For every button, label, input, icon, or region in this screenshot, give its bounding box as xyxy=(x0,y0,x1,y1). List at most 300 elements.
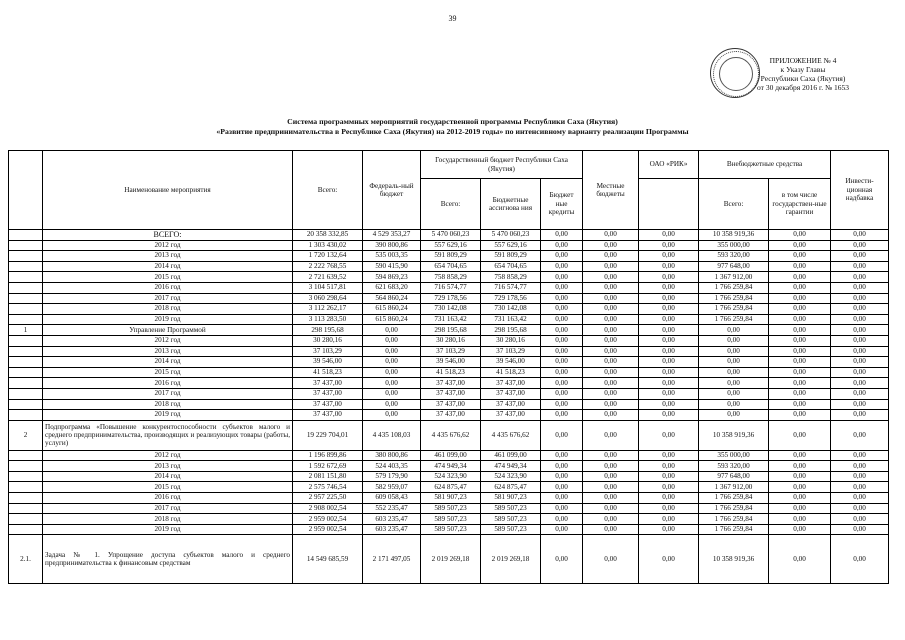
cell-total: 30 280,16 xyxy=(293,335,363,346)
cell-num xyxy=(9,410,43,421)
cell-inv: 0,00 xyxy=(831,493,889,504)
cell-rik: 0,00 xyxy=(639,304,699,315)
cell-num xyxy=(9,261,43,272)
cell-guar: 0,00 xyxy=(769,272,831,283)
appendix-line: ПРИЛОЖЕНИЕ № 4 xyxy=(769,56,837,65)
cell-st: 461 099,00 xyxy=(421,450,481,461)
cell-cred: 0,00 xyxy=(541,282,583,293)
cell-name: 2017 год xyxy=(43,293,293,304)
header-name: Наименование мероприятия xyxy=(43,151,293,230)
cell-guar: 0,00 xyxy=(769,367,831,378)
header-extra-total: Всего: xyxy=(699,179,769,230)
cell-cred: 0,00 xyxy=(541,471,583,482)
cell-st: 557 629,16 xyxy=(421,240,481,251)
header-local: Местные бюджеты xyxy=(583,151,639,230)
table-row xyxy=(9,514,889,525)
cell-num xyxy=(9,251,43,262)
cell-guar: 0,00 xyxy=(769,514,831,525)
cell-rik: 0,00 xyxy=(639,410,699,421)
cell-num xyxy=(9,367,43,378)
cell-loc: 0,00 xyxy=(583,335,639,346)
cell-alloc: 624 875,47 xyxy=(481,482,541,493)
cell-alloc: 654 704,65 xyxy=(481,261,541,272)
cell-ext: 355 000,00 xyxy=(699,450,769,461)
cell-total: 37 437,00 xyxy=(293,388,363,399)
cell-fed: 0,00 xyxy=(363,367,421,378)
cell-loc: 0,00 xyxy=(583,535,639,584)
cell-cred: 0,00 xyxy=(541,514,583,525)
cell-guar: 0,00 xyxy=(769,482,831,493)
cell-loc: 0,00 xyxy=(583,482,639,493)
cell-cred: 0,00 xyxy=(541,524,583,535)
cell-guar: 0,00 xyxy=(769,240,831,251)
cell-num xyxy=(9,346,43,357)
cell-cred: 0,00 xyxy=(541,240,583,251)
cell-ext: 1 766 259,84 xyxy=(699,524,769,535)
cell-st: 37 437,00 xyxy=(421,388,481,399)
cell-rik: 0,00 xyxy=(639,461,699,472)
cell-total: 37 437,00 xyxy=(293,399,363,410)
appendix-line: к Указу Главы xyxy=(780,65,826,74)
cell-inv: 0,00 xyxy=(831,461,889,472)
cell-total: 41 518,23 xyxy=(293,367,363,378)
cell-st: 37 437,00 xyxy=(421,378,481,389)
cell-inv: 0,00 xyxy=(831,335,889,346)
table-row xyxy=(9,325,889,336)
cell-ext: 1 367 912,00 xyxy=(699,272,769,283)
cell-ext: 355 000,00 xyxy=(699,240,769,251)
cell-name: Задача № 1. Упрощение доступа субъектов малого и среднего предпринимательства к финансовым средствам xyxy=(43,535,293,584)
cell-alloc: 474 949,34 xyxy=(481,461,541,472)
cell-fed: 0,00 xyxy=(363,357,421,368)
cell-alloc: 591 809,29 xyxy=(481,251,541,262)
cell-name: 2012 год xyxy=(43,335,293,346)
cell-ext: 1 367 912,00 xyxy=(699,482,769,493)
cell-st: 474 949,34 xyxy=(421,461,481,472)
cell-cred: 0,00 xyxy=(541,293,583,304)
table-row xyxy=(9,272,889,283)
cell-inv: 0,00 xyxy=(831,388,889,399)
cell-loc: 0,00 xyxy=(583,367,639,378)
cell-alloc: 2 019 269,18 xyxy=(481,535,541,584)
cell-ext: 977 648,00 xyxy=(699,471,769,482)
table-row xyxy=(9,367,889,378)
cell-st: 298 195,68 xyxy=(421,325,481,336)
cell-fed: 609 058,43 xyxy=(363,493,421,504)
cell-total: 2 957 225,50 xyxy=(293,493,363,504)
cell-rik: 0,00 xyxy=(639,388,699,399)
cell-alloc: 37 437,00 xyxy=(481,388,541,399)
cell-alloc: 524 323,90 xyxy=(481,471,541,482)
cell-num xyxy=(9,493,43,504)
cell-ext: 0,00 xyxy=(699,367,769,378)
cell-num xyxy=(9,461,43,472)
cell-st: 5 470 060,23 xyxy=(421,230,481,241)
cell-guar: 0,00 xyxy=(769,503,831,514)
cell-name: 2014 год xyxy=(43,261,293,272)
header-state-credit: Бюджет ные кредиты xyxy=(541,179,583,230)
header-federal: Федераль-ный бюджет xyxy=(363,151,421,230)
cell-total: 1 720 132,64 xyxy=(293,251,363,262)
header-extra-group: Внебюджетные средства xyxy=(699,151,831,179)
cell-inv: 0,00 xyxy=(831,503,889,514)
cell-cred: 0,00 xyxy=(541,482,583,493)
cell-total: 39 546,00 xyxy=(293,357,363,368)
cell-fed: 380 800,86 xyxy=(363,450,421,461)
cell-inv: 0,00 xyxy=(831,482,889,493)
table-row xyxy=(9,357,889,368)
cell-ext: 0,00 xyxy=(699,410,769,421)
cell-cred: 0,00 xyxy=(541,357,583,368)
cell-inv: 0,00 xyxy=(831,282,889,293)
cell-name: 2016 год xyxy=(43,378,293,389)
cell-loc: 0,00 xyxy=(583,524,639,535)
cell-guar: 0,00 xyxy=(769,304,831,315)
cell-name: ВСЕГО: xyxy=(43,230,293,241)
cell-ext: 1 766 259,84 xyxy=(699,282,769,293)
cell-guar: 0,00 xyxy=(769,410,831,421)
cell-ext: 0,00 xyxy=(699,388,769,399)
cell-inv: 0,00 xyxy=(831,272,889,283)
cell-guar: 0,00 xyxy=(769,450,831,461)
cell-alloc: 716 574,77 xyxy=(481,282,541,293)
cell-ext: 0,00 xyxy=(699,399,769,410)
cell-loc: 0,00 xyxy=(583,493,639,504)
cell-fed: 0,00 xyxy=(363,388,421,399)
cell-alloc: 30 280,16 xyxy=(481,335,541,346)
cell-loc: 0,00 xyxy=(583,282,639,293)
cell-st: 589 507,23 xyxy=(421,503,481,514)
cell-total: 2 081 151,80 xyxy=(293,471,363,482)
cell-fed: 552 235,47 xyxy=(363,503,421,514)
cell-rik: 0,00 xyxy=(639,230,699,241)
table-row xyxy=(9,261,889,272)
cell-ext: 1 766 259,84 xyxy=(699,514,769,525)
cell-fed: 2 171 497,05 xyxy=(363,535,421,584)
cell-loc: 0,00 xyxy=(583,346,639,357)
cell-st: 624 875,47 xyxy=(421,482,481,493)
cell-name: 2013 год xyxy=(43,346,293,357)
table-row xyxy=(9,450,889,461)
cell-ext: 593 320,00 xyxy=(699,461,769,472)
table-row xyxy=(9,230,889,241)
cell-fed: 603 235,47 xyxy=(363,514,421,525)
cell-inv: 0,00 xyxy=(831,367,889,378)
cell-guar: 0,00 xyxy=(769,346,831,357)
cell-guar: 0,00 xyxy=(769,461,831,472)
cell-st: 591 809,29 xyxy=(421,251,481,262)
table-row xyxy=(9,410,889,421)
table-row xyxy=(9,503,889,514)
cell-total: 2 959 002,54 xyxy=(293,524,363,535)
cell-ext: 1 766 259,84 xyxy=(699,493,769,504)
cell-ext: 10 358 919,36 xyxy=(699,535,769,584)
cell-st: 30 280,16 xyxy=(421,335,481,346)
table-row xyxy=(9,314,889,325)
cell-name: 2014 год xyxy=(43,357,293,368)
table-row xyxy=(9,335,889,346)
cell-st: 2 019 269,18 xyxy=(421,535,481,584)
cell-cred: 0,00 xyxy=(541,304,583,315)
cell-loc: 0,00 xyxy=(583,325,639,336)
cell-alloc: 37 437,00 xyxy=(481,410,541,421)
cell-name: 2013 год xyxy=(43,461,293,472)
cell-rik: 0,00 xyxy=(639,420,699,450)
cell-total: 37 437,00 xyxy=(293,410,363,421)
cell-name: 2018 год xyxy=(43,304,293,315)
cell-rik: 0,00 xyxy=(639,261,699,272)
cell-rik: 0,00 xyxy=(639,314,699,325)
cell-ext: 1 766 259,84 xyxy=(699,304,769,315)
cell-guar: 0,00 xyxy=(769,388,831,399)
cell-num xyxy=(9,471,43,482)
cell-alloc: 37 437,00 xyxy=(481,378,541,389)
cell-inv: 0,00 xyxy=(831,346,889,357)
cell-inv: 0,00 xyxy=(831,304,889,315)
table-row xyxy=(9,524,889,535)
table-row xyxy=(9,471,889,482)
cell-ext: 0,00 xyxy=(699,335,769,346)
cell-num xyxy=(9,335,43,346)
cell-rik: 0,00 xyxy=(639,471,699,482)
cell-ext: 593 320,00 xyxy=(699,251,769,262)
cell-name: 2017 год xyxy=(43,388,293,399)
cell-fed: 4 529 353,27 xyxy=(363,230,421,241)
cell-num xyxy=(9,240,43,251)
cell-fed: 615 860,24 xyxy=(363,314,421,325)
cell-st: 37 437,00 xyxy=(421,410,481,421)
table-row xyxy=(9,346,889,357)
cell-num xyxy=(9,282,43,293)
document-title xyxy=(0,117,905,137)
cell-fed: 582 959,07 xyxy=(363,482,421,493)
title-line: Система программных мероприятий государственной программы Республики Саха (Якутия) xyxy=(287,117,618,126)
cell-st: 39 546,00 xyxy=(421,357,481,368)
table-row xyxy=(9,282,889,293)
cell-inv: 0,00 xyxy=(831,524,889,535)
cell-guar: 0,00 xyxy=(769,282,831,293)
cell-fed: 590 415,90 xyxy=(363,261,421,272)
cell-st: 581 907,23 xyxy=(421,493,481,504)
cell-inv: 0,00 xyxy=(831,514,889,525)
cell-alloc: 461 099,00 xyxy=(481,450,541,461)
cell-fed: 621 683,20 xyxy=(363,282,421,293)
cell-total: 2 721 639,52 xyxy=(293,272,363,283)
cell-num xyxy=(9,272,43,283)
cell-ext: 0,00 xyxy=(699,346,769,357)
cell-total: 298 195,68 xyxy=(293,325,363,336)
cell-loc: 0,00 xyxy=(583,240,639,251)
header-state-alloc: Бюджетные ассигнова ния xyxy=(481,179,541,230)
cell-name: 2016 год xyxy=(43,282,293,293)
cell-num: 1 xyxy=(9,325,43,336)
cell-total: 2 575 746,54 xyxy=(293,482,363,493)
cell-fed: 615 860,24 xyxy=(363,304,421,315)
cell-total: 19 229 704,01 xyxy=(293,420,363,450)
cell-loc: 0,00 xyxy=(583,388,639,399)
cell-ext: 1 766 259,84 xyxy=(699,293,769,304)
cell-guar: 0,00 xyxy=(769,471,831,482)
cell-rik: 0,00 xyxy=(639,357,699,368)
cell-guar: 0,00 xyxy=(769,493,831,504)
cell-st: 731 163,42 xyxy=(421,314,481,325)
cell-alloc: 730 142,08 xyxy=(481,304,541,315)
header-state-total: Всего: xyxy=(421,179,481,230)
cell-num xyxy=(9,293,43,304)
program-table xyxy=(8,150,889,584)
cell-guar: 0,00 xyxy=(769,524,831,535)
cell-fed: 390 800,86 xyxy=(363,240,421,251)
cell-loc: 0,00 xyxy=(583,357,639,368)
table-row xyxy=(9,388,889,399)
cell-alloc: 557 629,16 xyxy=(481,240,541,251)
cell-name: 2018 год xyxy=(43,514,293,525)
cell-total: 3 112 262,17 xyxy=(293,304,363,315)
cell-num xyxy=(9,514,43,525)
cell-total: 1 303 430,02 xyxy=(293,240,363,251)
cell-guar: 0,00 xyxy=(769,293,831,304)
cell-loc: 0,00 xyxy=(583,461,639,472)
cell-num xyxy=(9,399,43,410)
cell-num xyxy=(9,388,43,399)
cell-inv: 0,00 xyxy=(831,471,889,482)
header-state-group: Государственный бюджет Республики Саха (Якутия) xyxy=(421,151,583,179)
cell-name: 2019 год xyxy=(43,524,293,535)
cell-rik: 0,00 xyxy=(639,346,699,357)
cell-st: 589 507,23 xyxy=(421,514,481,525)
cell-rik: 0,00 xyxy=(639,325,699,336)
cell-loc: 0,00 xyxy=(583,230,639,241)
cell-name: 2015 год xyxy=(43,482,293,493)
cell-rik: 0,00 xyxy=(639,503,699,514)
cell-num: 2.1. xyxy=(9,535,43,584)
cell-guar: 0,00 xyxy=(769,378,831,389)
cell-cred: 0,00 xyxy=(541,461,583,472)
cell-num xyxy=(9,378,43,389)
cell-num xyxy=(9,230,43,241)
cell-fed: 564 860,24 xyxy=(363,293,421,304)
cell-cred: 0,00 xyxy=(541,261,583,272)
cell-guar: 0,00 xyxy=(769,314,831,325)
cell-guar: 0,00 xyxy=(769,535,831,584)
cell-total: 2 959 002,54 xyxy=(293,514,363,525)
cell-rik: 0,00 xyxy=(639,251,699,262)
cell-inv: 0,00 xyxy=(831,378,889,389)
cell-loc: 0,00 xyxy=(583,399,639,410)
cell-rik: 0,00 xyxy=(639,367,699,378)
cell-cred: 0,00 xyxy=(541,325,583,336)
cell-total: 37 103,29 xyxy=(293,346,363,357)
cell-num xyxy=(9,314,43,325)
cell-alloc: 4 435 676,62 xyxy=(481,420,541,450)
cell-alloc: 41 518,23 xyxy=(481,367,541,378)
cell-name: 2019 год xyxy=(43,410,293,421)
cell-total: 2 908 002,54 xyxy=(293,503,363,514)
cell-name: 2015 год xyxy=(43,367,293,378)
cell-inv: 0,00 xyxy=(831,399,889,410)
table-body xyxy=(9,230,889,584)
cell-ext: 1 766 259,84 xyxy=(699,314,769,325)
cell-inv: 0,00 xyxy=(831,450,889,461)
cell-cred: 0,00 xyxy=(541,493,583,504)
cell-fed: 0,00 xyxy=(363,378,421,389)
table-row xyxy=(9,251,889,262)
cell-st: 589 507,23 xyxy=(421,524,481,535)
cell-alloc: 589 507,23 xyxy=(481,524,541,535)
cell-cred: 0,00 xyxy=(541,503,583,514)
cell-fed: 0,00 xyxy=(363,410,421,421)
header-rik: ОАО «РИК» xyxy=(639,151,699,179)
cell-total: 1 592 672,69 xyxy=(293,461,363,472)
cell-rik: 0,00 xyxy=(639,514,699,525)
cell-name: 2013 год xyxy=(43,251,293,262)
cell-loc: 0,00 xyxy=(583,514,639,525)
cell-fed: 0,00 xyxy=(363,399,421,410)
cell-cred: 0,00 xyxy=(541,230,583,241)
cell-inv: 0,00 xyxy=(831,261,889,272)
cell-loc: 0,00 xyxy=(583,471,639,482)
cell-ext: 10 358 919,36 xyxy=(699,230,769,241)
cell-alloc: 5 470 060,23 xyxy=(481,230,541,241)
cell-alloc: 37 437,00 xyxy=(481,399,541,410)
cell-loc: 0,00 xyxy=(583,314,639,325)
cell-num xyxy=(9,524,43,535)
cell-loc: 0,00 xyxy=(583,378,639,389)
cell-st: 524 323,90 xyxy=(421,471,481,482)
header-invest: Инвести-ционная надбавка xyxy=(831,151,889,230)
appendix-line: от 30 декабря 2016 г. № 1653 xyxy=(757,83,849,92)
cell-rik: 0,00 xyxy=(639,535,699,584)
cell-inv: 0,00 xyxy=(831,535,889,584)
cell-rik: 0,00 xyxy=(639,378,699,389)
cell-total: 20 358 332,85 xyxy=(293,230,363,241)
cell-rik: 0,00 xyxy=(639,482,699,493)
cell-cred: 0,00 xyxy=(541,420,583,450)
cell-cred: 0,00 xyxy=(541,335,583,346)
page-number: 39 xyxy=(448,14,457,23)
table-row xyxy=(9,420,889,450)
cell-cred: 0,00 xyxy=(541,399,583,410)
cell-ext: 977 648,00 xyxy=(699,261,769,272)
cell-fed: 0,00 xyxy=(363,346,421,357)
cell-fed: 524 403,35 xyxy=(363,461,421,472)
cell-loc: 0,00 xyxy=(583,251,639,262)
cell-st: 37 437,00 xyxy=(421,399,481,410)
cell-fed: 4 435 108,03 xyxy=(363,420,421,450)
cell-name: 2015 год xyxy=(43,272,293,283)
cell-inv: 0,00 xyxy=(831,293,889,304)
table-row xyxy=(9,399,889,410)
cell-st: 37 103,29 xyxy=(421,346,481,357)
cell-ext: 0,00 xyxy=(699,325,769,336)
cell-ext: 0,00 xyxy=(699,357,769,368)
cell-fed: 603 235,47 xyxy=(363,524,421,535)
cell-ext: 0,00 xyxy=(699,378,769,389)
header-total: Всего: xyxy=(293,151,363,230)
table-row xyxy=(9,293,889,304)
cell-fed: 535 003,35 xyxy=(363,251,421,262)
cell-alloc: 589 507,23 xyxy=(481,514,541,525)
cell-guar: 0,00 xyxy=(769,251,831,262)
cell-total: 3 060 298,64 xyxy=(293,293,363,304)
cell-rik: 0,00 xyxy=(639,399,699,410)
cell-st: 4 435 676,62 xyxy=(421,420,481,450)
cell-st: 729 178,56 xyxy=(421,293,481,304)
cell-cred: 0,00 xyxy=(541,410,583,421)
cell-cred: 0,00 xyxy=(541,388,583,399)
cell-inv: 0,00 xyxy=(831,251,889,262)
cell-alloc: 758 858,29 xyxy=(481,272,541,283)
